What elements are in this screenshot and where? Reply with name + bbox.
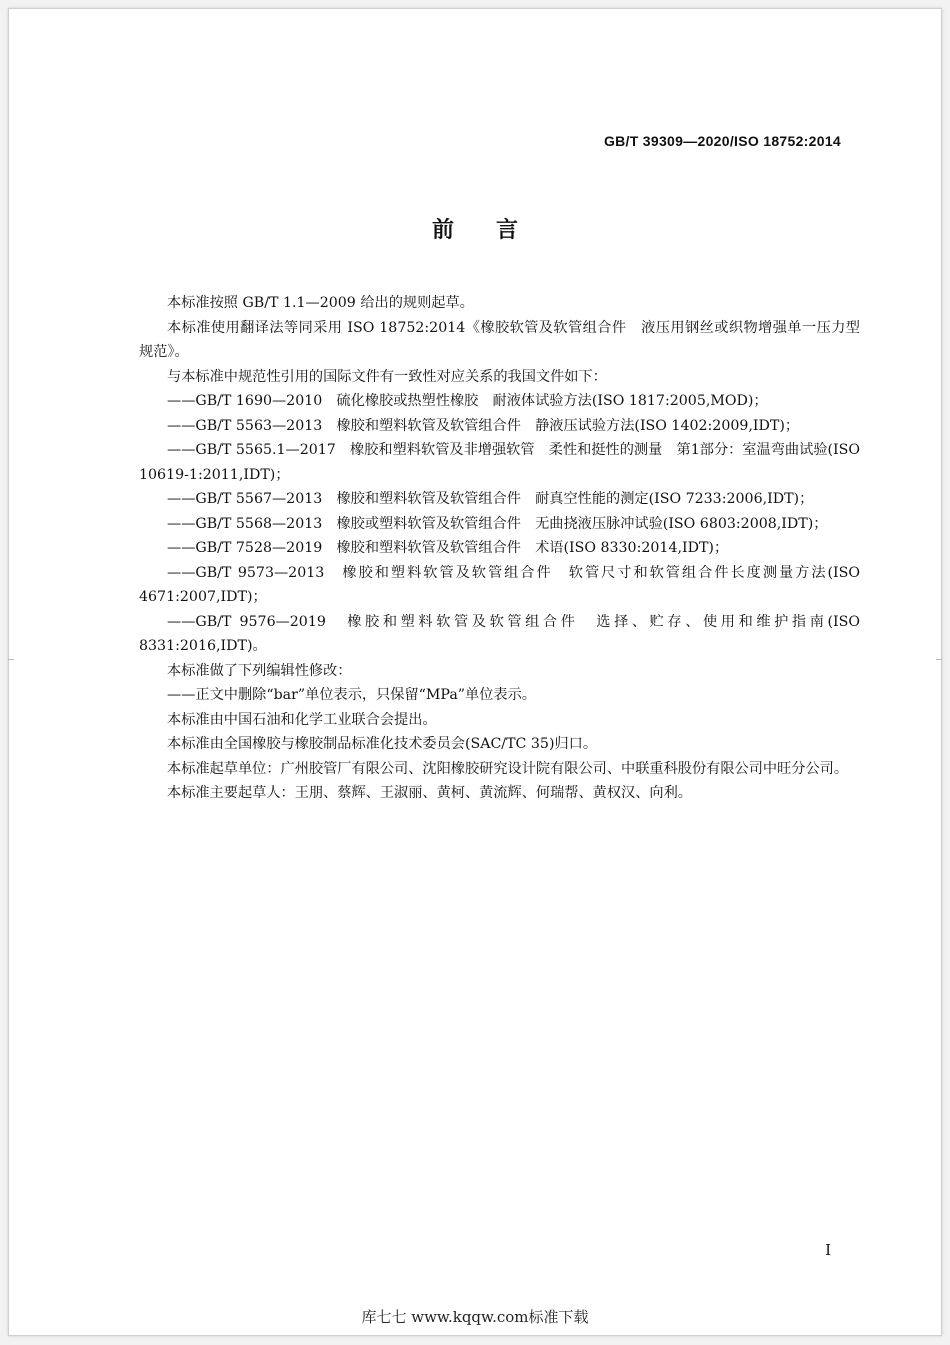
reference-item: ——GB/T 5568—2013 橡胶或塑料软管及软管组合件 无曲挠液压脉冲试验(ISO 6803:2008,IDT)； bbox=[167, 515, 828, 532]
document-page bbox=[8, 8, 942, 1336]
reference-item: ——GB/T 7528—2019 橡胶和塑料软管及软管组合件 术语(ISO 8330:2014,IDT)； bbox=[167, 540, 729, 556]
reference-item: ——GB/T 5567—2013 橡胶和塑料软管及软管组合件 耐真空性能的测定(ISO 7233:2006,IDT)； bbox=[167, 491, 814, 507]
paragraph: ——正文中删除“bar”单位表示，只保留“MPa”单位表示。 bbox=[167, 687, 536, 703]
reference-item: ——GB/T 1690—2010 硫化橡胶或热塑性橡胶 耐液体试验方法(ISO 1817:2005,MOD)； bbox=[167, 393, 768, 409]
paragraph: 本标准做了下列编辑性修改： bbox=[167, 662, 352, 679]
edge-mark bbox=[8, 659, 14, 660]
reference-item: ——GB/T 5563—2013 橡胶和塑料软管及软管组合件 静液压试验方法(ISO 1402:2009,IDT)； bbox=[167, 417, 800, 434]
reference-item: ——GB/T 5565.1—2017 橡胶和塑料软管及非增强软管 柔性和挺性的测量 第1部分：室温弯曲试验(ISO 10619-1:2011,IDT)； bbox=[139, 442, 860, 483]
paragraph: 本标准使用翻译法等同采用 ISO 18752:2014《橡胶软管及软管组合件 液压用钢丝或织物增强单一压力型 规范》。 bbox=[139, 319, 875, 360]
reference-item: ——GB/T 9576—2019 橡胶和塑料软管及软管组合件 选择、贮存、使用和维护指南(ISO 8331:2016,IDT)。 bbox=[139, 613, 860, 654]
footer-watermark[interactable]: 库七七 www.kqqw.com标准下载 bbox=[361, 1308, 589, 1326]
paragraph: 本标准按照 GB/T 1.1—2009 给出的规则起草。 bbox=[167, 295, 474, 311]
paragraph: 本标准由全国橡胶与橡胶制品标准化技术委员会(SAC/TC 35)归口。 bbox=[167, 736, 598, 752]
page-title: 前言 bbox=[431, 217, 560, 243]
paragraph: 与本标准中规范性引用的国际文件有一致性对应关系的我国文件如下： bbox=[167, 368, 607, 385]
paragraph: 本标准主要起草人：王朋、蔡辉、王淑丽、黄柯、黄流辉、何瑞帮、黄权汉、向利。 bbox=[167, 785, 692, 801]
preface-body bbox=[139, 291, 875, 806]
standard-code: GB/T 39309—2020/ISO 18752:2014 bbox=[603, 133, 841, 149]
paragraph: 本标准由中国石油和化学工业联合会提出。 bbox=[167, 711, 437, 728]
reference-item: ——GB/T 9573—2013 橡胶和塑料软管及软管组合件 软管尺寸和软管组合件长度测量方法(ISO 4671:2007,IDT)； bbox=[139, 564, 860, 605]
paragraph: 本标准起草单位：广州胶管厂有限公司、沈阳橡胶研究设计院有限公司、中联重科股份有限公司中旺分公司。 bbox=[167, 760, 849, 777]
edge-mark bbox=[936, 659, 942, 660]
page-number: I bbox=[825, 1241, 831, 1259]
